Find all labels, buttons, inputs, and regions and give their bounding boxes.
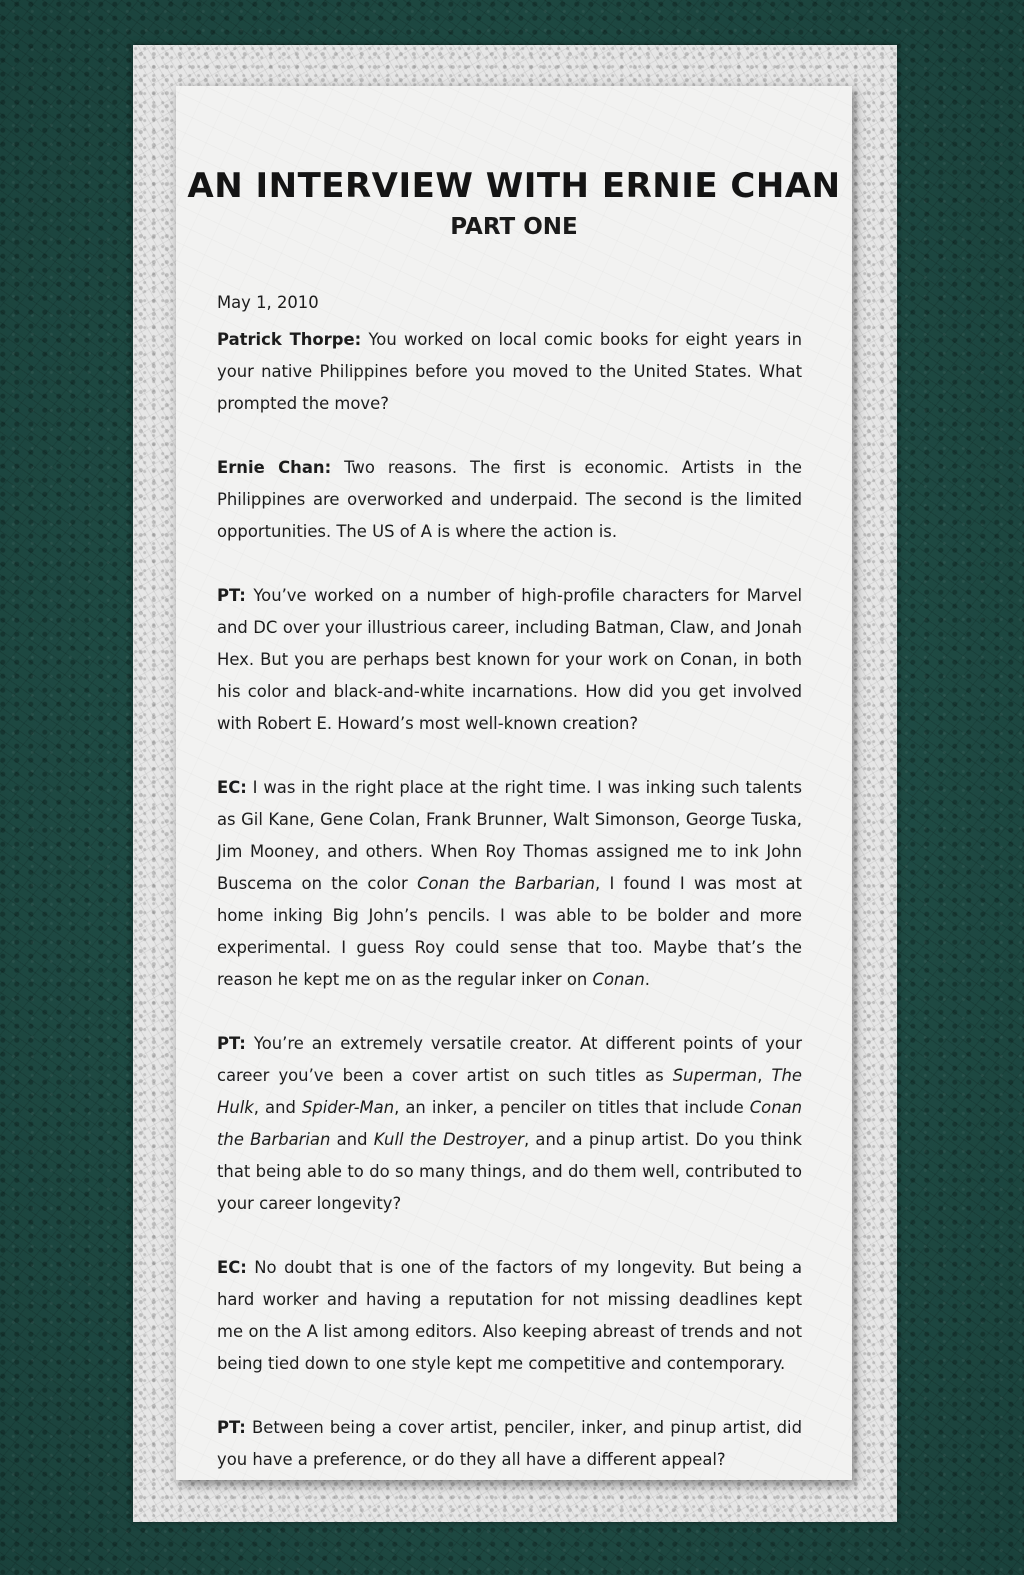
interview-date: May 1, 2010 [217, 293, 319, 312]
paragraph-text: , and [253, 1098, 302, 1117]
interview-paragraph [217, 580, 802, 740]
paragraph-text: , an inker, a penciler on titles that include [394, 1098, 750, 1117]
title-reference: Superman [672, 1066, 758, 1085]
speaker-label: PT: [217, 1034, 246, 1053]
paragraph-text: You worked on local comic books for eight years in your native Philippines before you moved to the United States. What prompted the move? [217, 330, 802, 413]
article-subtitle: PART ONE [450, 214, 578, 240]
speaker-label: Patrick Thorpe: [217, 330, 362, 349]
title-reference: The Hulk [217, 1066, 803, 1117]
article-page [176, 86, 852, 1480]
interview-paragraph [217, 1412, 802, 1476]
paragraph-text: Two reasons. The first is economic. Artists in the Philippines are overworked and underpaid. The second is the limited opportunities. The US of A is where the action is. [217, 458, 802, 541]
paragraph-text: . [644, 970, 651, 989]
interview-paragraph [217, 324, 802, 420]
title-reference: Conan the Barbarian [217, 1098, 803, 1149]
article-title: AN INTERVIEW WITH ERNIE CHAN [187, 166, 841, 206]
interview-paragraph [217, 1028, 802, 1220]
title-reference: Conan [592, 970, 645, 989]
paragraph-text: and [330, 1130, 374, 1149]
title-reference: Kull the Destroyer [373, 1130, 524, 1149]
paragraph-text: I was in the right place at the right time. I was inking such talents as Gil Kane, Gene Colan, Frank Brunner, Walt Simonson, George Tuska, Jim Mooney, and others. When Roy Thomas assigned me to ink John Buscema on the color [217, 778, 802, 893]
speaker-label: EC: [217, 778, 247, 797]
paragraph-text: You’ve worked on a number of high-profile characters for Marvel and DC over your illustrious career, including Batman, Claw, and Jonah Hex. But you are perhaps best known for your work on Conan, in both his color and black-and-white incarnations. How did you get involved with Robert E. Howard’s most well-known creation? [217, 586, 802, 733]
paragraph-text: , and a pinup artist. Do you think that being able to do so many things, and do them well, contributed to your career longevity? [217, 1130, 802, 1213]
speaker-label: EC: [217, 1258, 247, 1277]
interview-paragraph [217, 452, 802, 548]
qa-list [217, 324, 802, 1476]
paragraph-text: Between being a cover artist, penciler, inker, and pinup artist, did you have a preference, or do they all have a different appeal? [217, 1418, 802, 1469]
title-reference: Spider-Man [301, 1098, 395, 1117]
speaker-label: Ernie Chan: [217, 458, 332, 477]
paragraph-text: No doubt that is one of the factors of my longevity. But being a hard worker and having a reputation for not missing deadlines kept me on the A list among editors. Also keeping abreast of trends and not being tied down to one style kept me competitive and contemporary. [217, 1258, 802, 1373]
paragraph-text: You’re an extremely versatile creator. At different points of your career you’ve been a cover artist on such titles as [217, 1034, 802, 1085]
interview-paragraph [217, 1252, 802, 1380]
speaker-label: PT: [217, 586, 246, 605]
paragraph-text: , I found I was most at home inking Big John’s pencils. I was able to be bolder and more experimental. I guess Roy could sense that too. Maybe that’s the reason he kept me on as the regular inker on [217, 874, 802, 989]
paragraph-text: , [757, 1066, 772, 1085]
speaker-label: PT: [217, 1418, 246, 1437]
interview-body [217, 287, 802, 1508]
title-reference: Conan the Barbarian [417, 874, 596, 893]
interview-paragraph [217, 772, 802, 996]
